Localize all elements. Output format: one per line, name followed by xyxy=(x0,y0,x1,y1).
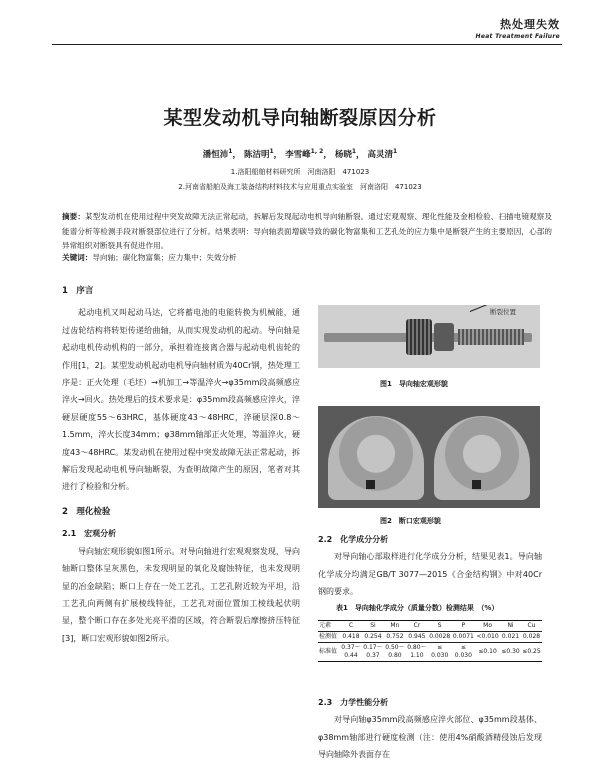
section-2-1-heading: 2.1 宏观分析 xyxy=(62,529,117,539)
table-row-label: 标准值 xyxy=(318,643,340,662)
table-header-cell: S xyxy=(428,621,452,632)
table-cell: <0.010 xyxy=(475,632,500,643)
journal-header xyxy=(476,16,561,40)
author-name: 陈洁明 xyxy=(243,150,270,160)
table-row xyxy=(318,632,542,643)
table-cell: 0.752 xyxy=(384,632,406,643)
journal-name-en: Heat Treatment Failure xyxy=(475,33,560,40)
shaft-spline xyxy=(458,329,524,345)
figure-2-fracture-photo xyxy=(318,406,540,508)
table-header-cell: Mn xyxy=(384,621,406,632)
author-sup: 1 xyxy=(351,148,357,156)
table-row xyxy=(318,643,542,662)
table-cell: ≤0.30 xyxy=(500,643,521,662)
keywords-text: 导向轴；碳化物富集；应力集中；失效分析 xyxy=(92,253,237,262)
figure-1-shaft-photo xyxy=(318,305,540,368)
process-hole-left xyxy=(366,480,375,489)
table-cell: 0.021 xyxy=(500,632,521,643)
table-cell: 0.80～ 1.10 xyxy=(406,643,428,662)
author-name: 潘恒沛 xyxy=(202,150,229,160)
table-1-chemical-composition xyxy=(318,620,542,662)
table-header-row xyxy=(318,621,542,632)
table-header-cell: 元素 xyxy=(318,621,340,632)
table-1-caption: 表1 导向轴化学成分（质量分数）检测结果 （%） xyxy=(336,604,499,612)
section-2-1-paragraph: 导向轴宏观形貌如图1所示。对导向轴进行宏观观察发现，导向轴断口整体呈灰黑色，未发现明显的氧化及腐蚀特征，也未发现明显的冶金缺陷；断口上存在一处工艺孔，工艺孔附近较为平坦，沿工艺孔向两侧有扩展棱线特征，工艺孔对面位置加工棱线起伏明显，整个断口存在多处光亮平滑的区域，符合断裂后摩擦挤压特征[3]，断口宏观形貌如图2所示。 xyxy=(62,546,300,643)
author-sup: 1, 2 xyxy=(310,148,324,156)
table-cell: 0.028 xyxy=(521,632,542,643)
table-row-label: 检测值 xyxy=(318,632,340,643)
table-header-cell: Mo xyxy=(475,621,500,632)
table-header-cell: Ni xyxy=(500,621,521,632)
author-list: 潘恒沛$^1$， 陈洁明$^1$， 李雪峰$^{1, 2}$， 杨晓$^1$， 高灵清$^1$ xyxy=(202,148,398,160)
table-cell: 0.0028 xyxy=(428,632,452,643)
table-cell: ≤ 0.030 xyxy=(452,643,476,662)
table-header-cell: Cu xyxy=(521,621,542,632)
fracture-surface-left xyxy=(328,416,424,500)
section-2-2-paragraph: 对导向轴心部取样进行化学成分分析，结果见表1。导向轴化学成分均满足GB/T 3077—2015《合金结构钢》中对40Cr钢的要求。 xyxy=(318,552,542,597)
author-name: 杨晓 xyxy=(334,150,352,160)
section-1-paragraph: 起动电机又叫起动马达，它将蓄电池的电能转换为机械能，通过齿轮结构将转矩传递给曲轴，从而实现发动机的起动。导向轴是起动电机传动机构的一部分，承担着连接离合器与起动电机齿轮的作用[1，2]。某型发动机起动电机导向轴材质为40Cr钢，热处理工序是：正火处理（毛坯）→机加工→等温淬火→φ35mm段高频感应淬火→回火。热处理后的技术要求是：φ35mm段高频感应淬火，淬硬层硬度55～63HRC，基体硬度43～48HRC，淬硬层深0.8～1.5mm，淬火长度34mm；φ38mm轴部正火处理，等温淬火，硬度43～48HRC。某发动机在使用过程中突发故障无法正常起动，拆解后发现起动电机导向轴断裂，为查明故障产生的原因，笔者对其进行了检验和分析。 xyxy=(62,308,300,492)
right-column-lower xyxy=(318,694,542,764)
table-cell: 0.37～ 0.44 xyxy=(340,643,362,662)
affiliation-1: 1.洛阳船舶材料研究所 河南洛阳 471023 xyxy=(230,168,370,176)
left-column xyxy=(62,283,300,647)
right-column-upper xyxy=(318,531,542,601)
author-sup: 1 xyxy=(228,148,233,156)
table-cell: 0.0071 xyxy=(452,632,476,643)
keywords-label: 关键词： xyxy=(62,253,93,262)
table-cell: 0.254 xyxy=(362,632,384,643)
shaft-hub xyxy=(434,323,454,351)
author-sup: 1 xyxy=(269,148,274,156)
author-name: 高灵清 xyxy=(367,150,394,160)
abstract xyxy=(62,210,552,254)
abstract-text: 某型发动机在使用过程中突发故障无法正常起动，拆解后发现起动电机导向轴断裂。通过宏观观察、理化性能及金相检验、扫描电镜观察及能谱分析等检测手段对断裂部位进行了分析。结果表明：导向轴表面增碳导致的碳化物富集和工艺孔处的应力集中是断裂产生的主要原因，心部的异常组织对断裂具有促进作用。 xyxy=(62,212,553,250)
section-2-3-heading: 2.3 力学性能分析 xyxy=(318,698,389,707)
figure-1-caption: 图1 导向轴宏观形貌 xyxy=(380,380,448,388)
table-header-cell: Si xyxy=(362,621,384,632)
table-cell: ≤ 0.030 xyxy=(428,643,452,662)
affiliation-2: 2.河南省船舶及海工装备结构材料技术与应用重点实验室 河南洛阳 471023 xyxy=(178,183,422,191)
section-2-heading: 2 理化检验 xyxy=(62,506,111,517)
shaft-gear xyxy=(406,319,432,355)
fracture-pointer-line xyxy=(470,305,491,312)
table-header-cell: P xyxy=(452,621,476,632)
table-header-cell: Cr xyxy=(406,621,428,632)
table-header-cell: C xyxy=(340,621,362,632)
journal-name-cn: 热处理失效 xyxy=(500,18,560,31)
paper-title: 某型发动机导向轴断裂原因分析 xyxy=(163,107,437,129)
author-name: 李雪峰 xyxy=(285,150,311,160)
abstract-label: 摘要： xyxy=(62,212,85,221)
table-cell: 0.945 xyxy=(406,632,428,643)
section-2-3-paragraph: 对导向轴φ35mm段高频感应淬火部位、φ35mm段基体、φ38mm轴部进行硬度检测（注：使用4%硝酸酒精侵蚀后发现导向轴除外表面存在 xyxy=(318,715,542,760)
table-cell: 0.17～ 0.37 xyxy=(362,643,384,662)
process-hole-right xyxy=(472,480,481,489)
table-cell: 0.418 xyxy=(340,632,362,643)
table-cell: ≤0.10 xyxy=(475,643,500,662)
author-sup: 1 xyxy=(393,148,398,156)
fracture-surface-right xyxy=(434,416,530,500)
fracture-location-label: 断裂位置 xyxy=(490,308,516,316)
header-rule xyxy=(52,44,562,45)
section-2-2-heading: 2.2 化学成分分析 xyxy=(318,535,389,544)
table-cell: ≤0.25 xyxy=(521,643,542,662)
table-cell: 0.50～ 0.80 xyxy=(384,643,406,662)
figure-2-caption: 图2 断口宏观形貌 xyxy=(380,517,441,525)
keywords xyxy=(62,252,552,263)
section-1-heading: 1 序言 xyxy=(62,286,94,296)
